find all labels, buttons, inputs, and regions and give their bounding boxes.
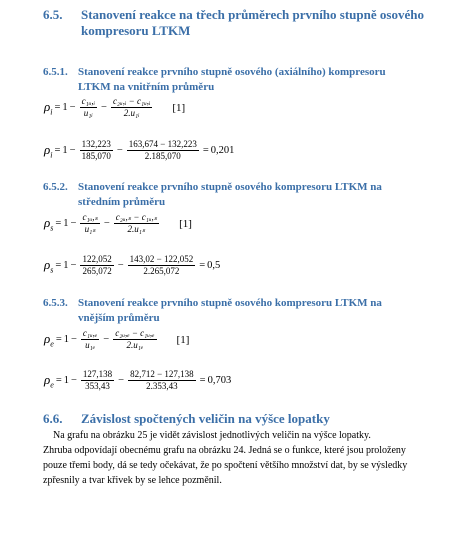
formula-rho-e: $\rho_e$ = 1 − $\frac{\text{c₁ᵤ,ₑ}}{\text{u₁ₑ}}$ − $\frac{\text{c₂ᵤ,ₑ − c₁ᵤ,ₑ}}{\text{2.u₁ₑ}}$ [1] xyxy=(44,328,190,350)
section-title-cont: kompresoru LTKM xyxy=(81,23,191,38)
formula-rho-i: $\rho_i$ = 1 − $\frac{\text{c₁ᵤ,ᵢ}}{\text{u₁ᵢ}}$ − $\frac{\text{c₂ᵤ,ᵢ − c₁ᵤ,ᵢ}}{\text{2.u₁ᵢ}}$ [1] xyxy=(44,96,186,118)
subsection-title-cont: LTKM na vnitřním průměru xyxy=(78,81,215,93)
reference: [1] xyxy=(179,217,192,230)
section-number: 6.6. xyxy=(43,411,63,426)
result-value: 0,5 xyxy=(207,260,221,271)
section-number: 6.5. xyxy=(43,7,63,22)
subsection-number: 6.5.1. xyxy=(43,66,68,78)
subsection-title-cont: vnějším průměru xyxy=(78,312,160,324)
result-value: 0,201 xyxy=(210,145,235,156)
body-paragraph xyxy=(43,428,459,488)
paragraph-line: Na grafu na obrázku 25 je vidět závislost jednotlivých veličin na výšce lopatky. xyxy=(53,430,371,441)
reference: [1] xyxy=(172,101,186,114)
result-value: 0,703 xyxy=(207,375,232,386)
subsection-title: Stanovení reakce prvního stupně osového kompresoru LTKM na xyxy=(78,181,382,193)
paragraph-line: Zhruba odpovídají obecnému grafu na obrázku 24. Jedná se o funkce, které jsou proloženy xyxy=(43,445,406,456)
reference: [1] xyxy=(176,333,190,346)
formula-rho-s-values: $\rho_s$ = 1 − $\frac{122,052}{265,072}$ − $\frac{143,02 - 122,052}{2.265,072}$ = 0,5 xyxy=(44,254,221,276)
paragraph-line: zpřesnily a tvar křivek by se lehce pozměnil. xyxy=(43,475,222,486)
formula-rho-e-values: $\rho_e$ = 1 − $\frac{127,138}{353,43}$ − $\frac{82,712 - 127,138}{2.353,43}$ = 0,703 xyxy=(44,369,232,391)
subsection-title-cont: středním průměru xyxy=(78,196,166,208)
subsection-number: 6.5.3. xyxy=(43,297,68,309)
rho-symbol: $\rho_i$ xyxy=(44,98,53,117)
subsection-title: Stanovení reakce prvního stupně osového (axiálního) kompresoru xyxy=(78,66,386,78)
formula-rho-s: $\rho_s$ = 1 − $\frac{\text{c₁ᵤ,ₛ}}{\text{u₁ₛ}}$ − $\frac{\text{c₂ᵤ,ₛ − c₁ᵤ,ₛ}}{\text{2.u₁ₛ}}$ [1] xyxy=(44,212,192,234)
paragraph-line: pouze třemi body, dá se tedy očekávat, že po spočtení většího množství dat, by se výsledky xyxy=(43,460,408,471)
subsection-title: Stanovení reakce prvního stupně osového kompresoru LTKM na xyxy=(78,297,382,309)
formula-rho-i-values: $\rho_i$ = 1 − $\frac{132,223}{185,070}$ − $\frac{163,674 - 132,223}{2.185,070}$ = 0,201 xyxy=(44,139,235,161)
section-title: Stanovení reakce na třech průměrech prvního stupně osového xyxy=(81,7,424,22)
subsection-number: 6.5.2. xyxy=(43,181,68,193)
section-title: Závislost spočtených veličin na výšce lopatky xyxy=(81,411,330,426)
